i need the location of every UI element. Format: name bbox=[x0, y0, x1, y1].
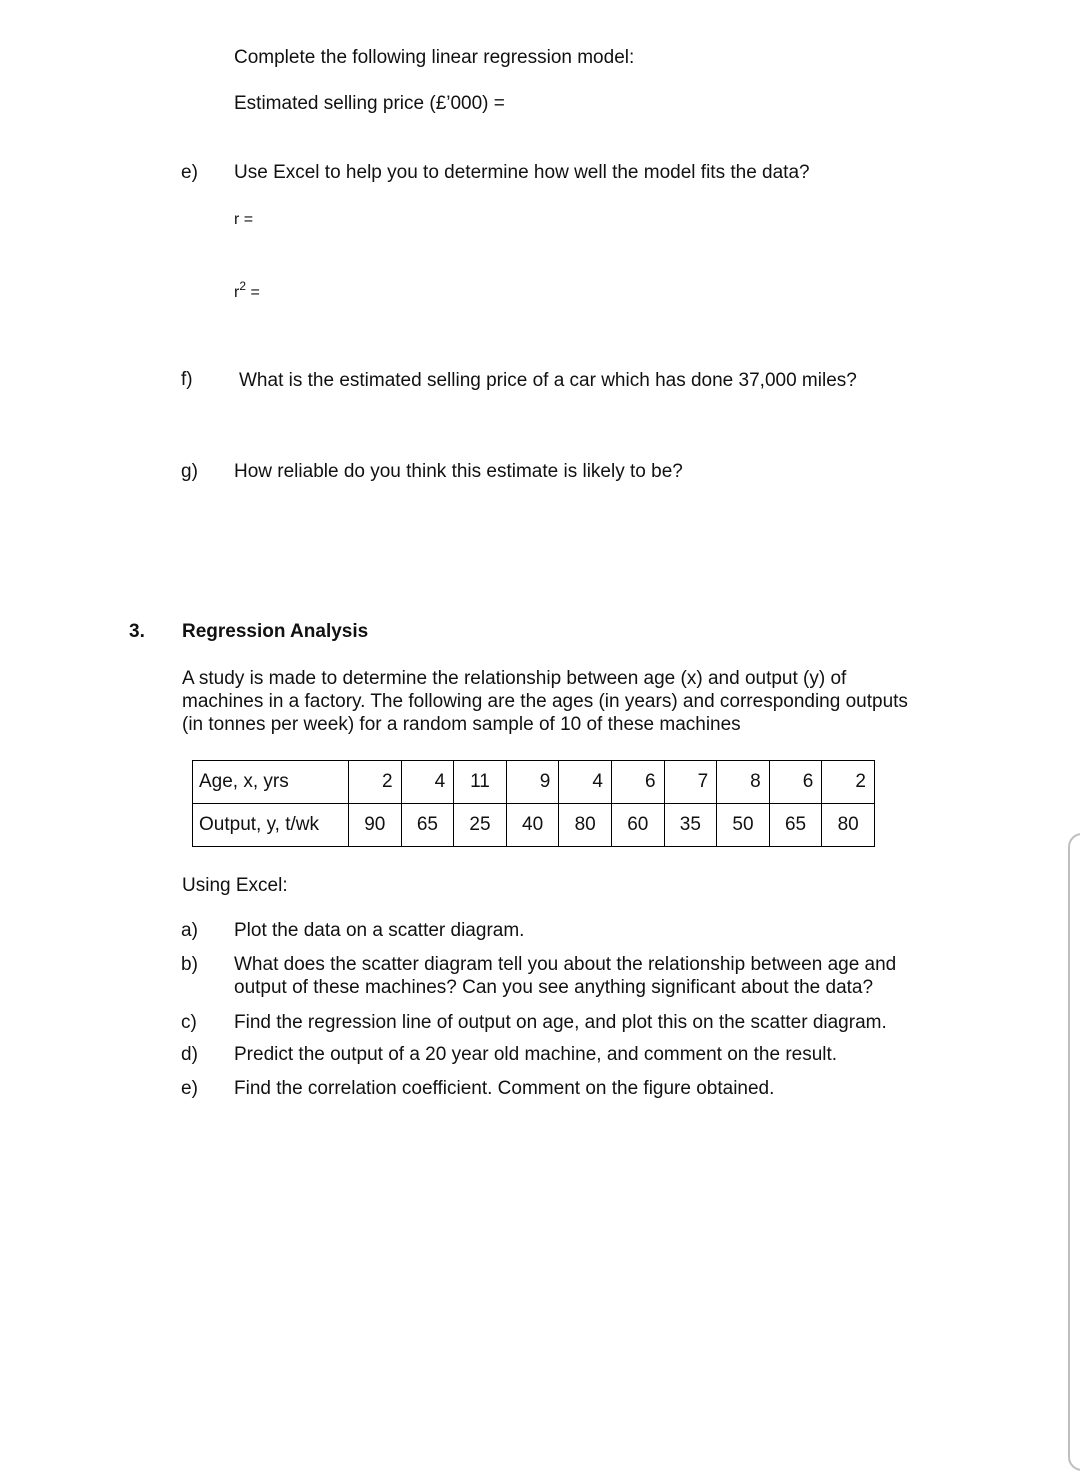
age-cell: 6 bbox=[611, 761, 664, 804]
question-text-f: What is the estimated selling price of a car which has done 37,000 miles? bbox=[239, 370, 857, 391]
output-cell: 80 bbox=[559, 804, 612, 847]
intro-line: (in tonnes per week) for a random sample of 10 of these machines bbox=[182, 714, 741, 735]
output-cell: 65 bbox=[769, 804, 822, 847]
age-cell: 4 bbox=[559, 761, 612, 804]
output-cell: 80 bbox=[822, 804, 875, 847]
row-header-age: Age, x, yrs bbox=[193, 761, 349, 804]
question-label-c: c) bbox=[181, 1012, 197, 1033]
question-text-b-line2: output of these machines? Can you see anything significant about the data? bbox=[234, 977, 874, 998]
r-squared-equals: = bbox=[250, 284, 260, 301]
question-label-g: g) bbox=[181, 461, 198, 482]
side-panel-edge bbox=[1068, 833, 1080, 1471]
age-cell: 2 bbox=[822, 761, 875, 804]
row-header-output: Output, y, t/wk bbox=[193, 804, 349, 847]
output-cell: 35 bbox=[664, 804, 717, 847]
r-prompt: r = bbox=[234, 211, 254, 228]
age-cell: 11 bbox=[454, 761, 507, 804]
age-cell: 7 bbox=[664, 761, 717, 804]
intro-line: A study is made to determine the relationship between age (x) and output (y) of bbox=[182, 668, 847, 689]
output-cell: 60 bbox=[611, 804, 664, 847]
section-intro bbox=[182, 667, 972, 736]
data-table bbox=[192, 760, 875, 847]
question-label-e2: e) bbox=[181, 1078, 198, 1099]
section-title: Regression Analysis bbox=[182, 621, 369, 642]
using-excel-label: Using Excel: bbox=[182, 875, 288, 896]
r-squared-prompt bbox=[234, 279, 260, 302]
age-cell: 6 bbox=[769, 761, 822, 804]
section-number: 3. bbox=[129, 621, 145, 642]
question-label-b: b) bbox=[181, 954, 198, 975]
question-text-e2: Find the correlation coefficient. Comment on the figure obtained. bbox=[234, 1078, 775, 1099]
question-text-c: Find the regression line of output on age, and plot this on the scatter diagram. bbox=[234, 1012, 887, 1033]
instruction-text: Complete the following linear regression model: bbox=[234, 47, 635, 68]
output-cell: 40 bbox=[506, 804, 559, 847]
r-squared-superscript: 2 bbox=[239, 279, 247, 293]
age-cell: 4 bbox=[401, 761, 454, 804]
table-row-output bbox=[193, 804, 875, 847]
output-cell: 50 bbox=[717, 804, 770, 847]
output-cell: 90 bbox=[349, 804, 402, 847]
model-equation-prompt: Estimated selling price (£’000) = bbox=[234, 93, 505, 114]
question-text-a: Plot the data on a scatter diagram. bbox=[234, 920, 525, 941]
question-text-e: Use Excel to help you to determine how well the model fits the data? bbox=[234, 162, 810, 183]
age-cell: 2 bbox=[349, 761, 402, 804]
intro-line: machines in a factory. The following are the ages (in years) and corresponding outputs bbox=[182, 691, 908, 712]
table-row-age bbox=[193, 761, 875, 804]
output-cell: 65 bbox=[401, 804, 454, 847]
question-text-g: How reliable do you think this estimate is likely to be? bbox=[234, 461, 683, 482]
question-label-f: f) bbox=[181, 369, 193, 390]
question-label-e: e) bbox=[181, 162, 198, 183]
question-text-b-line1: What does the scatter diagram tell you about the relationship between age and bbox=[234, 954, 897, 975]
age-cell: 9 bbox=[506, 761, 559, 804]
question-label-d: d) bbox=[181, 1044, 198, 1065]
question-text-d: Predict the output of a 20 year old machine, and comment on the result. bbox=[234, 1044, 838, 1065]
age-cell: 8 bbox=[717, 761, 770, 804]
r-squared-base: r bbox=[234, 284, 240, 301]
question-label-a: a) bbox=[181, 920, 198, 941]
output-cell: 25 bbox=[454, 804, 507, 847]
